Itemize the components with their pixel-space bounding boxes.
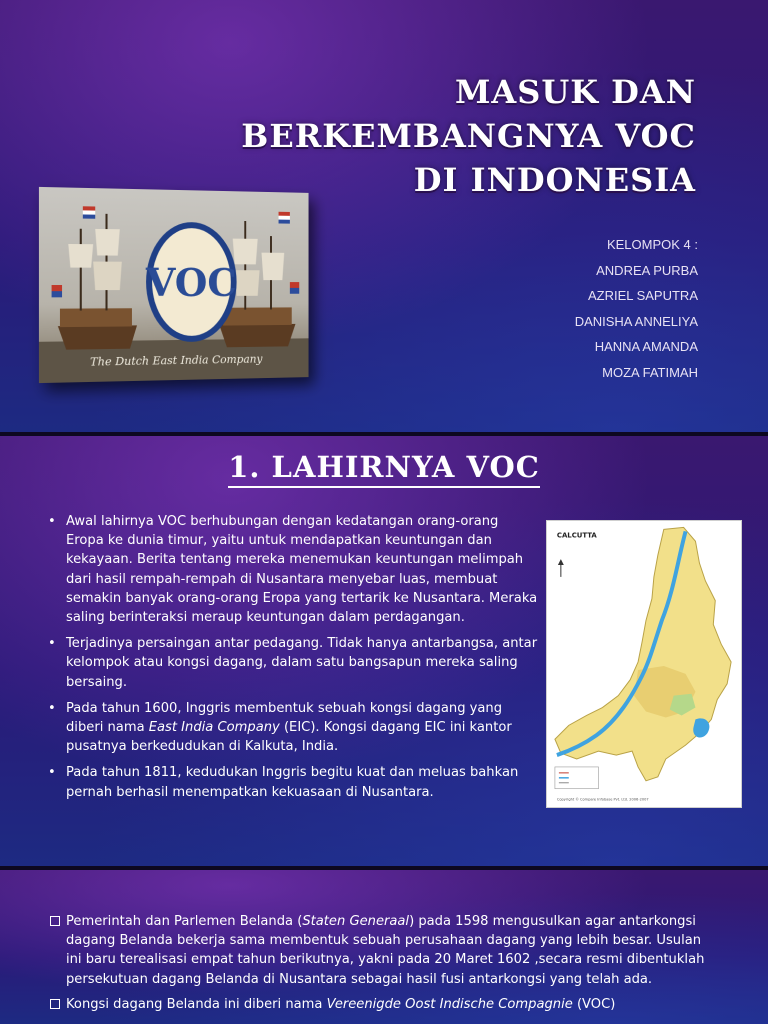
title-line: BERKEMBANGNYA VOC — [241, 117, 696, 155]
section-title-text: 1. LAHIRNYA VOC — [228, 450, 540, 488]
group-label: KELOMPOK 4 : — [606, 237, 698, 252]
bullet-item — [48, 634, 538, 692]
item-text-pre: Kongsi dagang Belanda ini diberi nama — [66, 996, 327, 1012]
voc-logo-text: VOC — [146, 261, 237, 307]
member-name: ANDREA PURBA — [596, 262, 698, 278]
map-title: CALCUTTA — [556, 531, 597, 540]
bullet-text-post: (EIC). Kongsi dagang EIC ini kantor pusatnya berkedudukan di Kalkuta, India. — [66, 720, 512, 755]
member-name: HANNA AMANDA — [594, 339, 698, 354]
checkbox-bullet-icon — [50, 999, 60, 1009]
item-text-italic: Staten Generaal — [302, 914, 410, 929]
bullet-item — [48, 512, 538, 627]
content-slide-2 — [0, 870, 768, 1024]
bullet-item — [48, 699, 538, 757]
checkbox-list — [48, 912, 718, 1020]
member-name: AZRIEL SAPUTRA — [587, 288, 698, 303]
group-members — [575, 232, 698, 385]
item-text-post: (VOC) — [572, 996, 616, 1012]
calcutta-map — [546, 520, 742, 808]
checkbox-bullet-icon — [50, 916, 60, 926]
bullet-item — [48, 763, 538, 801]
checkbox-item — [48, 995, 718, 1014]
title-line: MASUK DAN — [454, 73, 696, 111]
bullet-text: Terjadinya persaingan antar pedagang. Tidak hanya antarbangsa, antar kelompok atau kongsi dagang, dalam satu bangsapun mereka saling bersaing. — [66, 636, 538, 690]
section-title — [0, 450, 768, 484]
voc-ships-image — [39, 187, 309, 383]
bullet-text-pre: Pada tahun 1600, Inggris membentuk sebuah kongsi dagang yang diberi nama — [66, 700, 503, 736]
member-name: DANISHA ANNELIYA — [574, 313, 698, 329]
bullet-text: Awal lahirnya VOC berhubungan dengan kedatangan orang-orang Eropa ke dunia timur, yaitu untuk mendapatkan keuntungan dan kekayaan. Berita tentang mereka menemukan keuntungan melimpah dari hasil rempah-rempah di Nusantara menyebar luas, membuat semakin banyak orang-orang Eropa yang tertarik ke Nusantara. Meraka saling berinteraksi meraup keuntungan dalam perdagangan. — [66, 514, 538, 626]
map-footer: Copyright © Compare Infobase Pvt. Ltd. 2006-2007 — [556, 797, 649, 802]
bullet-text-italic: East India Company — [148, 720, 280, 736]
content-slide-1 — [0, 436, 768, 866]
member-name: MOZA FATIMAH — [602, 364, 698, 380]
bullet-list — [48, 512, 538, 809]
item-text-post: ) pada 1598 mengusulkan agar antarkongsi dagang Belanda bekerja sama membentuk sebuah perusahaan dagang yang lebih besar. Usulan ini baru terealisasi empat tahun berikutnya, yakni pada 20 Maret 1602 ,secara resmi dibentuklah persekutuan dagang Belanda di Nusantara sebagai hasil fusi antarkongsi yang telah ada. — [66, 914, 705, 987]
title-slide — [0, 0, 768, 432]
checkbox-item — [48, 912, 718, 989]
bullet-text: Pada tahun 1811, kedudukan Inggris begitu kuat dan meluas bahkan pernah berhasil menempatkan kekuasaan di Nusantara. — [66, 765, 519, 800]
item-text-italic: Vereenigde Oost Indische Compagnie — [326, 996, 573, 1012]
map-legend — [555, 767, 599, 789]
item-text-pre: Pemerintah dan Parlemen Belanda ( — [66, 914, 303, 929]
image-caption: The Dutch East India Company — [90, 352, 263, 369]
presentation-title — [241, 70, 696, 202]
title-line: DI INDONESIA — [413, 161, 696, 199]
